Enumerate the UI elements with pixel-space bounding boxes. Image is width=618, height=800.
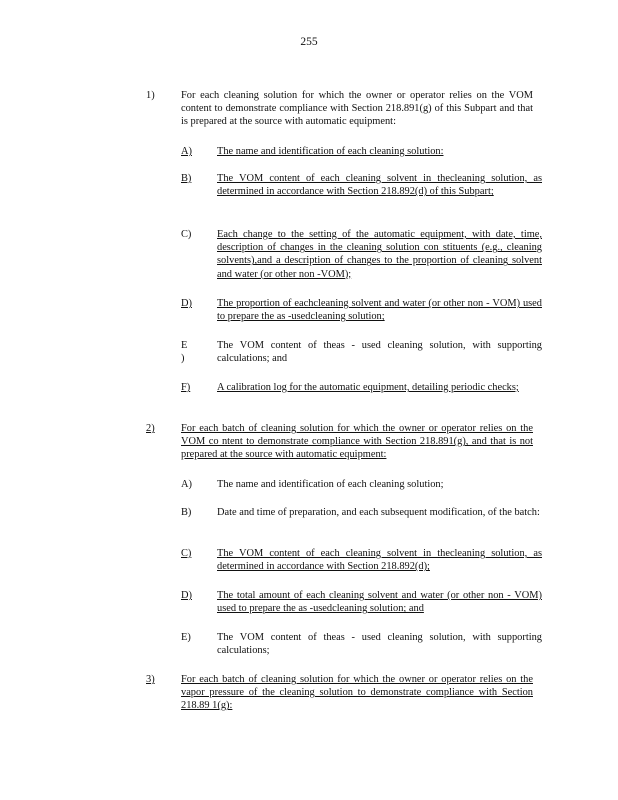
item-text: Date and time of preparation, and each subsequent modification, of the batch: <box>217 507 540 518</box>
item-text: For each batch of cleaning solution for which the owner or operator relies on the vapor pressure of the cleaning solution to demonstrate compliance with Section 218.89 1(g): <box>181 674 533 712</box>
item-text: The VOM content of each cleaning solvent in thecleaning solution, as determined in accordance with Section 218.892(d) of this Subpart; <box>217 173 542 198</box>
item-label: D) <box>181 298 192 309</box>
item-label: B) <box>181 173 192 184</box>
item-text: For each batch of cleaning solution for which the owner or operator relies on the VOM co ntent to demonstrate compliance with Section 218.891(g), and that is not prepared at the source with automatic equipment: <box>181 423 533 461</box>
item-text: For each cleaning solution for which the owner or operator relies on the VOM content to demonstrate compliance with Section 218.891(g) of this Subpart and that is prepared at the source with automatic equipment: <box>181 90 533 128</box>
item-label: E) <box>181 632 191 643</box>
item-text: The VOM content of theas - used cleaning solution, with supporting calculations; <box>217 632 542 657</box>
item-label: C) <box>181 548 192 559</box>
item-text: The proportion of eachcleaning solvent and water (or other non - VOM) used to prepare the as -usedcleaning solution; <box>217 298 542 323</box>
item-label: C) <box>181 229 192 240</box>
item-label: 1) <box>146 90 155 101</box>
item-label: A) <box>181 479 192 490</box>
item-label: E ) <box>181 340 188 365</box>
item-text: The VOM content of theas - used cleaning solution, with supporting calculations; and <box>217 340 542 365</box>
item-text: Each change to the setting of the automatic equipment, with date, time, description of changes in the cleaning solution con stituents (e.g., cleaning solvents),and a description of changes to the proportion of cleaning solvent and water (or other non -VOM); <box>217 229 542 280</box>
item-text: The name and identification of each cleaning solution: <box>217 146 444 157</box>
item-text: The total amount of each cleaning solvent and water (or other non - VOM) used to prepare the as -usedcleaning solution; and <box>217 590 542 615</box>
item-label: 3) <box>146 674 155 685</box>
item-text: A calibration log for the automatic equipment, detailing periodic checks; <box>217 382 519 393</box>
item-text: The VOM content of each cleaning solvent in thecleaning solution, as determined in accordance with Section 218.892(d); <box>217 548 542 573</box>
item-label: F) <box>181 382 191 393</box>
item-label: B) <box>181 507 192 518</box>
item-label: A) <box>181 146 192 157</box>
item-label: D) <box>181 590 192 601</box>
item-text: The name and identification of each cleaning solution; <box>217 479 444 490</box>
page-number: 255 <box>300 36 318 48</box>
item-label: 2) <box>146 423 155 434</box>
